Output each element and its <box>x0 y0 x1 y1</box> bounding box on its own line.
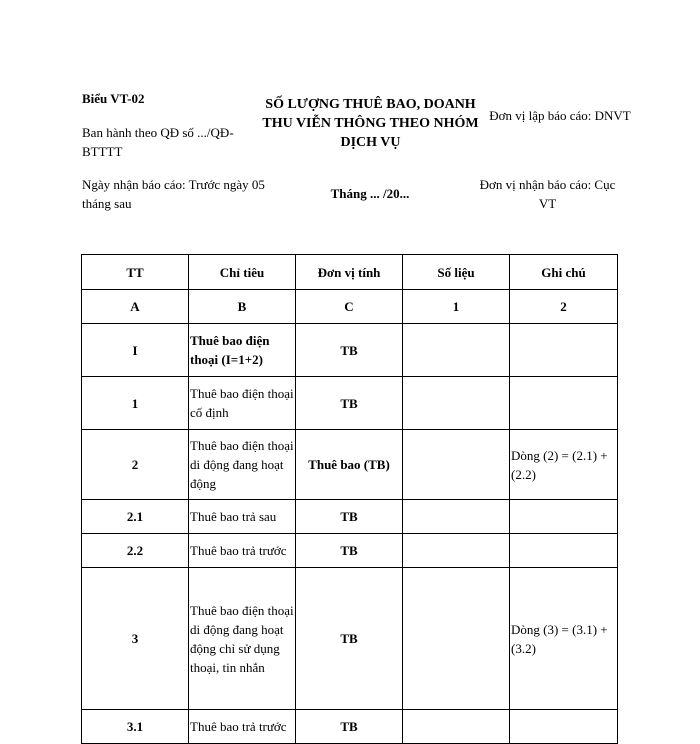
column-header: Ghi chú <box>510 255 618 290</box>
form-code: Biểu VT-02 <box>82 91 145 106</box>
note-cell: Dòng (2) = (2.1) + (2.2) <box>510 430 618 500</box>
row-number-cell: I <box>82 324 189 377</box>
table-row <box>82 430 618 500</box>
indicator-cell: Thuê bao trả trước <box>189 534 296 568</box>
column-header: Số liệu <box>403 255 510 290</box>
unit-cell: TB <box>296 377 403 430</box>
column-header: Đơn vị tính <box>296 255 403 290</box>
issuing-decision: Ban hành theo QĐ số .../QĐ-BTTTT <box>82 125 234 159</box>
value-cell <box>403 534 510 568</box>
indicator-cell: Thuê bao điện thoại cố định <box>189 377 296 430</box>
unit-cell: TB <box>296 534 403 568</box>
table-row <box>82 324 618 377</box>
table-header-row <box>82 255 618 290</box>
row-number-cell: 2 <box>82 430 189 500</box>
receive-deadline: Ngày nhận báo cáo: Trước ngày 05 tháng sau <box>82 177 265 211</box>
value-cell <box>403 710 510 744</box>
row-number-cell: 1 <box>82 377 189 430</box>
note-cell <box>510 377 618 430</box>
note-cell <box>510 710 618 744</box>
value-cell <box>403 568 510 710</box>
receiving-unit: Đơn vị nhận báo cáo: Cục VT <box>479 177 616 211</box>
indicator-cell: Thuê bao trả sau <box>189 500 296 534</box>
table-row <box>82 500 618 534</box>
reporting-unit: Đơn vị lập báo cáo: DNVT <box>489 108 631 123</box>
note-cell <box>510 324 618 377</box>
row-number-cell: 2.2 <box>82 534 189 568</box>
row-number-cell: 3 <box>82 568 189 710</box>
column-code-row <box>82 290 618 324</box>
column-header: TT <box>82 255 189 290</box>
value-cell <box>403 500 510 534</box>
table-row <box>82 568 618 710</box>
value-cell <box>403 324 510 377</box>
note-cell <box>510 500 618 534</box>
value-cell <box>403 430 510 500</box>
table-row <box>82 377 618 430</box>
value-cell <box>403 377 510 430</box>
column-code: 2 <box>510 290 618 324</box>
indicator-cell: Thuê bao trả trước <box>189 710 296 744</box>
note-cell: Dòng (3) = (3.1) + (3.2) <box>510 568 618 710</box>
indicator-cell: Thuê bao điện thoại (I=1+2) <box>189 324 296 377</box>
report-title: SỐ LƯỢNG THUÊ BAO, DOANH THU VIỄN THÔNG THEO NHÓM DỊCH VỤ <box>262 97 479 150</box>
column-code: 1 <box>403 290 510 324</box>
indicator-cell: Thuê bao điện thoại di động đang hoạt động chỉ sử dụng thoại, tin nhắn <box>189 568 296 710</box>
column-code: A <box>82 290 189 324</box>
report-period: Tháng ... /20... <box>330 186 410 201</box>
column-code: C <box>296 290 403 324</box>
note-cell <box>510 534 618 568</box>
indicator-cell: Thuê bao điện thoại di động đang hoạt động <box>189 430 296 500</box>
column-header: Chỉ tiêu <box>189 255 296 290</box>
unit-cell: TB <box>296 568 403 710</box>
unit-cell: TB <box>296 500 403 534</box>
table-row <box>82 710 618 744</box>
unit-cell: TB <box>296 324 403 377</box>
unit-cell: Thuê bao (TB) <box>296 430 403 500</box>
column-code: B <box>189 290 296 324</box>
row-number-cell: 3.1 <box>82 710 189 744</box>
table-row <box>82 534 618 568</box>
unit-cell: TB <box>296 710 403 744</box>
report-table <box>81 254 618 744</box>
row-number-cell: 2.1 <box>82 500 189 534</box>
